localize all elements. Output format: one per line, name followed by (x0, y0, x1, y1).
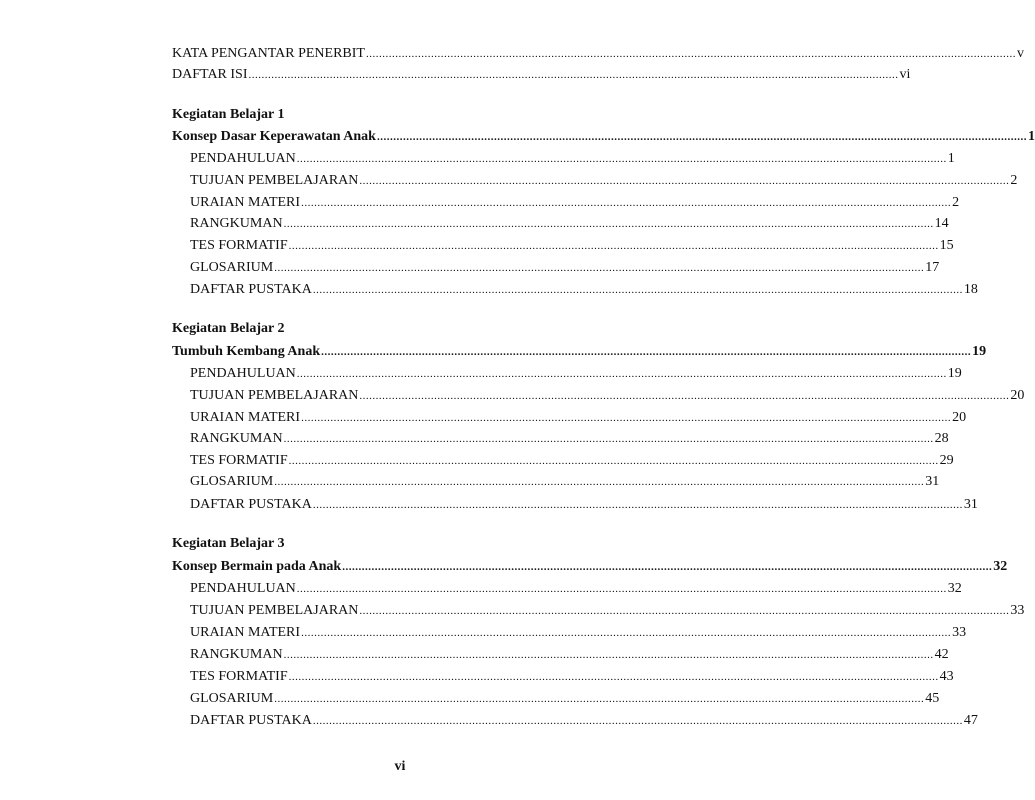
toc-entry[interactable] (190, 600, 1025, 620)
dot-leader: ........................................................................................................................................................................................................ (321, 346, 972, 358)
toc-entry-title: RANGKUMAN (190, 647, 283, 662)
toc-entry[interactable] (190, 450, 954, 470)
toc-chapter-page: 32 (993, 559, 1008, 574)
dot-leader: ........................................................................................................................................................................................................ (301, 412, 952, 424)
dot-leader: ........................................................................................................................................................................................................ (274, 476, 925, 488)
toc-entry[interactable] (190, 622, 967, 642)
toc-entry[interactable] (190, 279, 978, 299)
toc-entry-page: 20 (1010, 388, 1025, 403)
dot-leader: ........................................................................................................................................................................................................ (283, 433, 934, 445)
toc-entry-page: 19 (947, 366, 962, 381)
toc-entry[interactable] (190, 192, 960, 212)
toc-entry-title: TES FORMATIF (190, 238, 288, 253)
dot-leader: ........................................................................................................................................................................................................ (376, 131, 1027, 143)
toc-entry-title: RANGKUMAN (190, 431, 283, 446)
toc-entry-title: PENDAHULUAN (190, 366, 296, 381)
dot-leader: ........................................................................................................................................................................................................ (288, 671, 939, 683)
toc-chapter-title: Tumbuh Kembang Anak (172, 344, 321, 359)
section-heading-kegiatan-1: Kegiatan Belajar 1 (172, 107, 285, 122)
toc-entry[interactable] (190, 494, 978, 514)
toc-entry-page: 33 (952, 625, 967, 640)
toc-entry-page: 45 (925, 691, 940, 706)
toc-entry-page: 20 (952, 410, 967, 425)
toc-entry[interactable] (190, 213, 949, 233)
toc-entry-title: GLOSARIUM (190, 260, 274, 275)
dot-leader: ........................................................................................................................................................................................................ (301, 627, 952, 639)
toc-entry-page: 42 (934, 647, 949, 662)
toc-entry-page: 32 (947, 581, 962, 596)
page-number: vi (394, 759, 406, 774)
dot-leader: ........................................................................................................................................................................................................ (288, 240, 939, 252)
toc-entry-title: URAIAN MATERI (190, 625, 301, 640)
dot-leader: ........................................................................................................................................................................................................ (296, 368, 947, 380)
toc-chapter-page: 19 (972, 344, 987, 359)
toc-entry[interactable] (190, 385, 1025, 405)
toc-entry-page: 43 (939, 669, 954, 684)
toc-entry[interactable] (190, 578, 962, 598)
dot-leader: ........................................................................................................................................................................................................ (312, 499, 963, 511)
toc-entry-page: v (1017, 46, 1024, 61)
toc-entry-title: DAFTAR PUSTAKA (190, 282, 312, 297)
dot-leader: ........................................................................................................................................................................................................ (301, 197, 952, 209)
toc-entry-title: URAIAN MATERI (190, 410, 301, 425)
toc-entry-page: 47 (963, 713, 978, 728)
toc-chapter-3[interactable] (172, 556, 1008, 576)
toc-entry-title: GLOSARIUM (190, 474, 274, 489)
dot-leader: ........................................................................................................................................................................................................ (359, 605, 1010, 617)
dot-leader: ........................................................................................................................................................................................................ (274, 262, 925, 274)
dot-leader: ........................................................................................................................................................................................................ (288, 455, 939, 467)
toc-entry[interactable] (190, 428, 949, 448)
toc-chapter-1[interactable] (172, 126, 1035, 146)
section-heading-kegiatan-3: Kegiatan Belajar 3 (172, 536, 285, 551)
dot-leader: ........................................................................................................................................................................................................ (359, 390, 1010, 402)
dot-leader: ........................................................................................................................................................................................................ (283, 649, 934, 661)
dot-leader: ........................................................................................................................................................................................................ (283, 218, 934, 230)
toc-entry[interactable] (190, 666, 954, 686)
toc-entry-page: 14 (934, 216, 949, 231)
toc-entry-page: 17 (925, 260, 940, 275)
toc-entry[interactable] (190, 148, 955, 168)
toc-entry-page: 31 (963, 497, 978, 512)
toc-entry-title: URAIAN MATERI (190, 195, 301, 210)
dot-leader: ........................................................................................................................................................................................................ (274, 693, 925, 705)
toc-entry-page: vi (899, 67, 911, 82)
toc-entry-title: TUJUAN PEMBELAJARAN (190, 603, 359, 618)
toc-entry[interactable] (190, 644, 949, 664)
toc-entry-title: DAFTAR PUSTAKA (190, 497, 312, 512)
toc-entry-title: GLOSARIUM (190, 691, 274, 706)
toc-entry-title: PENDAHULUAN (190, 581, 296, 596)
toc-chapter-title: Konsep Bermain pada Anak (172, 559, 342, 574)
dot-leader: ........................................................................................................................................................................................................ (359, 175, 1010, 187)
toc-entry-page: 15 (939, 238, 954, 253)
dot-leader: ........................................................................................................................................................................................................ (342, 561, 993, 573)
toc-entry-title: TES FORMATIF (190, 453, 288, 468)
dot-leader: ........................................................................................................................................................................................................ (296, 583, 947, 595)
toc-chapter-2[interactable] (172, 341, 987, 361)
toc-entry-page: 2 (952, 195, 960, 210)
dot-leader: ........................................................................................................................................................................................................ (248, 69, 899, 81)
dot-leader: ........................................................................................................................................................................................................ (296, 153, 947, 165)
dot-leader: ........................................................................................................................................................................................................ (312, 284, 963, 296)
dot-leader: ........................................................................................................................................................................................................ (312, 715, 963, 727)
toc-entry-page: 31 (925, 474, 940, 489)
toc-entry-page: 33 (1010, 603, 1025, 618)
toc-entry-page: 18 (963, 282, 978, 297)
toc-entry[interactable] (190, 407, 967, 427)
toc-chapter-page: 1 (1027, 129, 1035, 144)
dot-leader: ........................................................................................................................................................................................................ (366, 48, 1016, 60)
toc-entry[interactable] (190, 363, 962, 383)
toc-entry-daftar-isi[interactable] (172, 64, 911, 84)
toc-entry-title: TUJUAN PEMBELAJARAN (190, 173, 359, 188)
toc-entry[interactable] (190, 170, 1018, 190)
toc-entry[interactable] (190, 471, 940, 491)
toc-entry-page: 28 (934, 431, 949, 446)
toc-entry-title: TUJUAN PEMBELAJARAN (190, 388, 359, 403)
toc-entry-title: RANGKUMAN (190, 216, 283, 231)
toc-chapter-title: Konsep Dasar Keperawatan Anak (172, 129, 376, 144)
toc-entry-page: 1 (947, 151, 955, 166)
toc-entry[interactable] (190, 688, 940, 708)
section-heading-kegiatan-2: Kegiatan Belajar 2 (172, 321, 285, 336)
toc-entry-title: PENDAHULUAN (190, 151, 296, 166)
toc-entry[interactable] (190, 235, 954, 255)
toc-entry[interactable] (190, 257, 940, 277)
toc-entry-title: KATA PENGANTAR PENERBIT (172, 46, 365, 61)
toc-entry-title: DAFTAR PUSTAKA (190, 713, 312, 728)
toc-entry-title: TES FORMATIF (190, 669, 288, 684)
toc-entry[interactable] (190, 710, 978, 730)
toc-entry-title: DAFTAR ISI (172, 67, 248, 82)
toc-entry-page: 29 (939, 453, 954, 468)
toc-entry-kata-pengantar[interactable] (172, 43, 1024, 63)
toc-entry-page: 2 (1010, 173, 1018, 188)
